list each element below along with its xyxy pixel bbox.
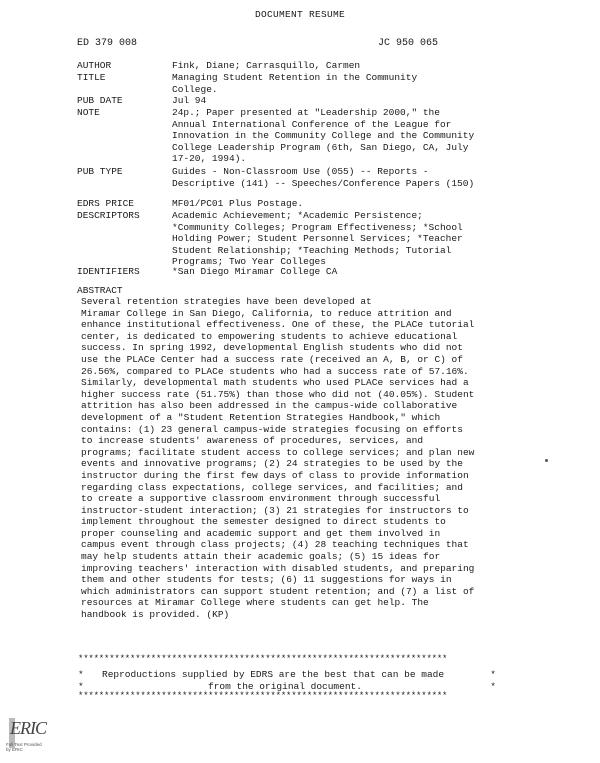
note-label: NOTE xyxy=(77,107,100,118)
stars-top-border: *********************************************************************** xyxy=(78,654,448,664)
pub-date-value: Jul 94 xyxy=(172,95,207,106)
descriptors-value: Academic Achievement; *Academic Persistence; *Community Colleges; Program Effectiveness; *School Holding Power; Student Personnel Services; *Teacher Student Relationship; *Teaching Methods; Tutorial Programs; Two Year Colleges xyxy=(172,210,463,267)
scan-speck xyxy=(545,459,548,462)
abstract-text: Several retention strategies have been developed at Miramar College in San Diego, California, to reduce attrition and enhance institutional effectiveness. One of these, the PLACe tutorial center, is dedicated to empowering students to achieve educational success. In spring 1992, developmental English students who did not use the PLACe Center had a success rate (received an A, B, or C) of 26.56%, compared to PLACe students who had a success rate of 57.16%. Similarly, developmental math students who used PLACe services had a higher success rate (51.75%) than those who did not (40.05%). Student attrition has also been addressed in the campus-wide collaborative development of a "Student Retention Strategies Handbook," which contains: (1) 23 general campus-wide strategies focusing on efforts to increase students' awareness of procedures, services, and programs; facilitate student access to college services; and plan new events and innovative programs; (2) 24 strategies to be used by the instructor during the first few days of class to provide information regarding class expectations, college services, and facilities; and to create a supportive classroom environment through successful instructor-student interaction; (3) 21 strategies for instructors to implement throughout the semester designed to direct students to proper counseling and academic support and get them involved in campus event through class projects; (4) 28 teaching techniques that may help students attain their academic goals; (5) 15 ideas for improving teachers' interaction with disabled students, and preparing them and other students for tests; (6) 11 suggestions for ways in which administrators can support student retention; and (7) a list of resources at Miramar College where students can get help. The handbook is provided. (KP) xyxy=(81,296,475,621)
note-value: 24p.; Paper presented at "Leadership 2000," the Annual International Conference of the League for Innovation in the Community College and the Community College Leadership Program (6th, San Diego, CA, July 17-20, 1994). xyxy=(172,107,475,164)
identifiers-value: *San Diego Miramar College CA xyxy=(172,266,338,277)
author-value: Fink, Diane; Carrasquillo, Carmen xyxy=(172,60,361,71)
descriptors-label: DESCRIPTORS xyxy=(77,210,140,221)
identifiers-label: IDENTIFIERS xyxy=(77,266,140,277)
reproduction-line-2: from the original document. xyxy=(208,681,362,692)
edrs-price-label: EDRS PRICE xyxy=(77,198,135,209)
eric-logo-subtext: Full Text Provided by ERIC xyxy=(6,742,42,752)
star-left-1: * xyxy=(78,669,84,680)
pub-date-label: PUB DATE xyxy=(77,95,123,106)
stars-bottom-border: *********************************************************************** xyxy=(78,691,448,701)
star-right-1: * xyxy=(490,669,496,680)
star-left-2: * xyxy=(78,681,84,692)
title-value: Managing Student Retention in the Community College. xyxy=(172,72,418,95)
edrs-price-value: MF01/PC01 Plus Postage. xyxy=(172,198,304,209)
author-label: AUTHOR xyxy=(77,60,112,71)
title-label: TITLE xyxy=(77,72,106,83)
star-right-2: * xyxy=(490,681,496,692)
pub-type-label: PUB TYPE xyxy=(77,166,123,177)
document-title: DOCUMENT RESUME xyxy=(254,9,345,20)
pub-type-value: Guides - Non-Classroom Use (055) -- Reports - Descriptive (141) -- Speeches/Conference Papers (150) xyxy=(172,166,475,189)
eric-logo-text: ERIC xyxy=(10,718,46,738)
reproduction-line-1: Reproductions supplied by EDRS are the best that can be made xyxy=(102,669,445,680)
ed-number: ED 379 008 xyxy=(77,38,138,49)
jc-number: JC 950 065 xyxy=(378,38,439,49)
abstract-label: ABSTRACT xyxy=(77,285,123,296)
